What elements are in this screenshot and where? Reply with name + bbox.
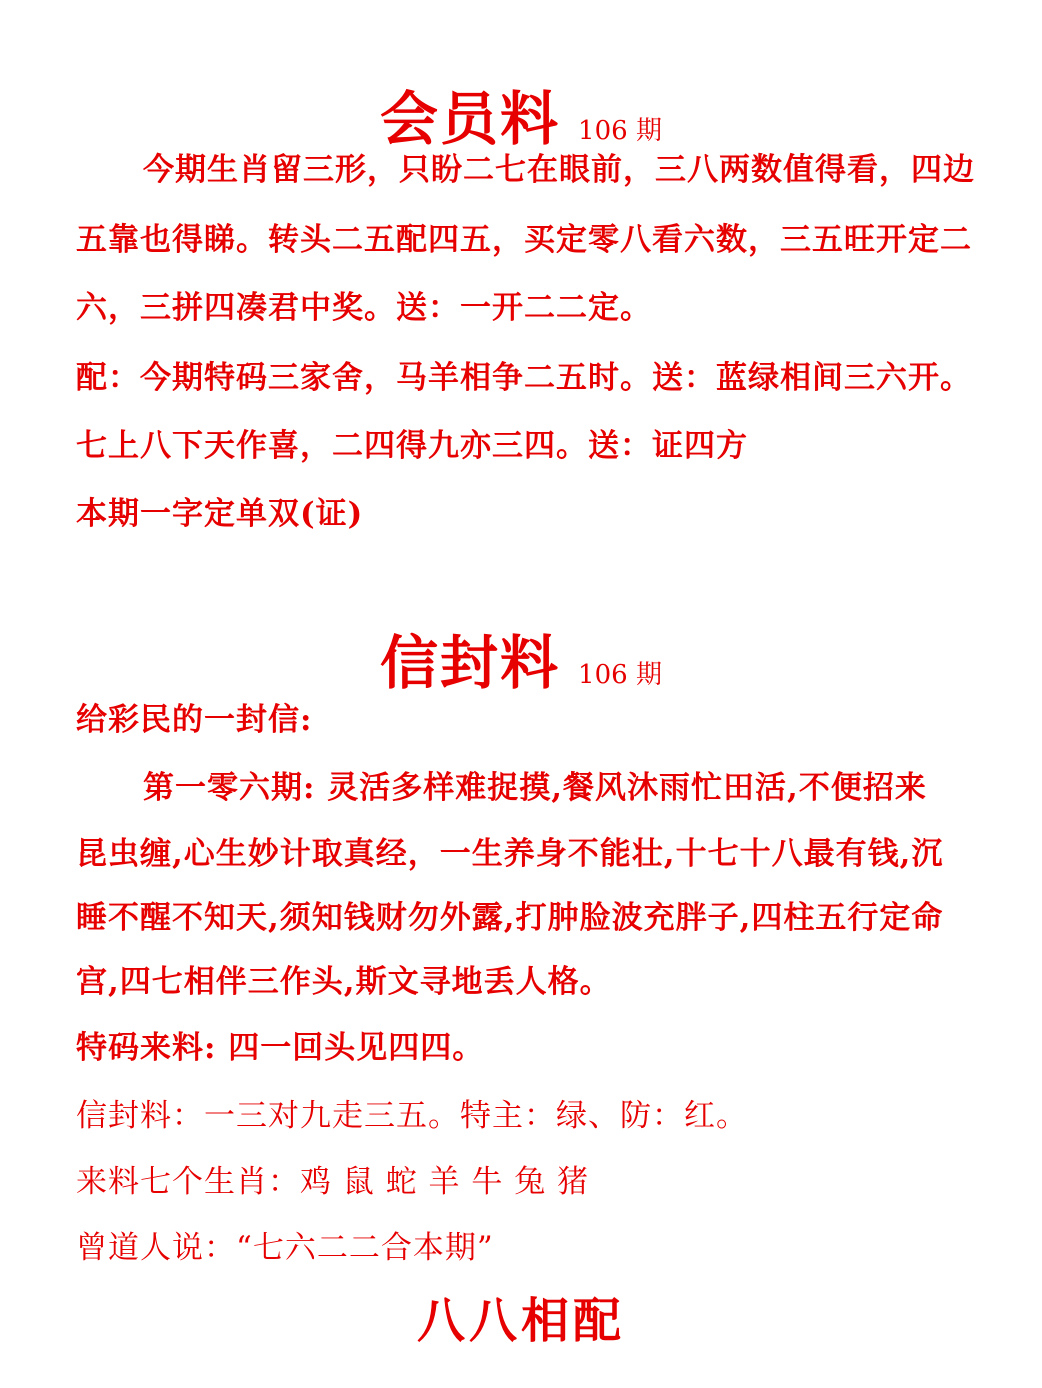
letter-line: 昆虫缠,心生妙计取真经，一生养身不能壮,十七十八最有钱,沉 — [76, 836, 944, 872]
footer-text: 八八相配 — [416, 1293, 625, 1349]
paragraph-line: 五靠也得睇。转头二五配四五，买定零八看六数，三五旺开定二 — [76, 222, 972, 258]
letter-line: 宫,四七相伴三作头,斯文寻地丢人格。 — [76, 964, 612, 1000]
section-title-huiyuan — [0, 72, 1042, 156]
xinfeng-line: 信封料：一三对九走三五。特主：绿、防：红。 — [76, 1098, 748, 1134]
tema-line: 特码来料: 四一回头见四四。 — [76, 1030, 485, 1066]
letter-line: 第一零六期: 灵活多样难捉摸,餐风沐雨忙田活,不便招来 — [143, 770, 927, 806]
section-title-xinfeng — [0, 616, 1042, 700]
issue-label: 106 期 — [578, 116, 662, 146]
daoren-line: 曾道人说：“七六二二合本期” — [76, 1230, 494, 1266]
issue-label: 106 期 — [578, 660, 662, 690]
zodiac-line: 来料七个生肖：鸡 鼠 蛇 羊 牛 兔 猪 — [76, 1164, 590, 1200]
letter-line: 睡不醒不知天,须知钱财勿外露,打肿脸波充胖子,四柱五行定命 — [76, 900, 944, 936]
paragraph-line: 本期一字定单双(证) — [76, 496, 364, 532]
paragraph-line: 七上八下天作喜，二四得九亦三四。送：证四方 — [76, 428, 748, 464]
paragraph-line: 六，三拼四凑君中奖。送：一开二二定。 — [76, 290, 652, 326]
paragraph-line: 配：今期特码三家舍，马羊相争二五时。送：蓝绿相间三六开。 — [76, 360, 972, 396]
title-text: 信封料 — [380, 629, 561, 697]
greeting-line: 给彩民的一封信: — [76, 702, 313, 738]
title-text: 会员料 — [380, 85, 561, 153]
paragraph-line: 今期生肖留三形，只盼二七在眼前，三八两数值得看，四边 — [143, 152, 975, 188]
